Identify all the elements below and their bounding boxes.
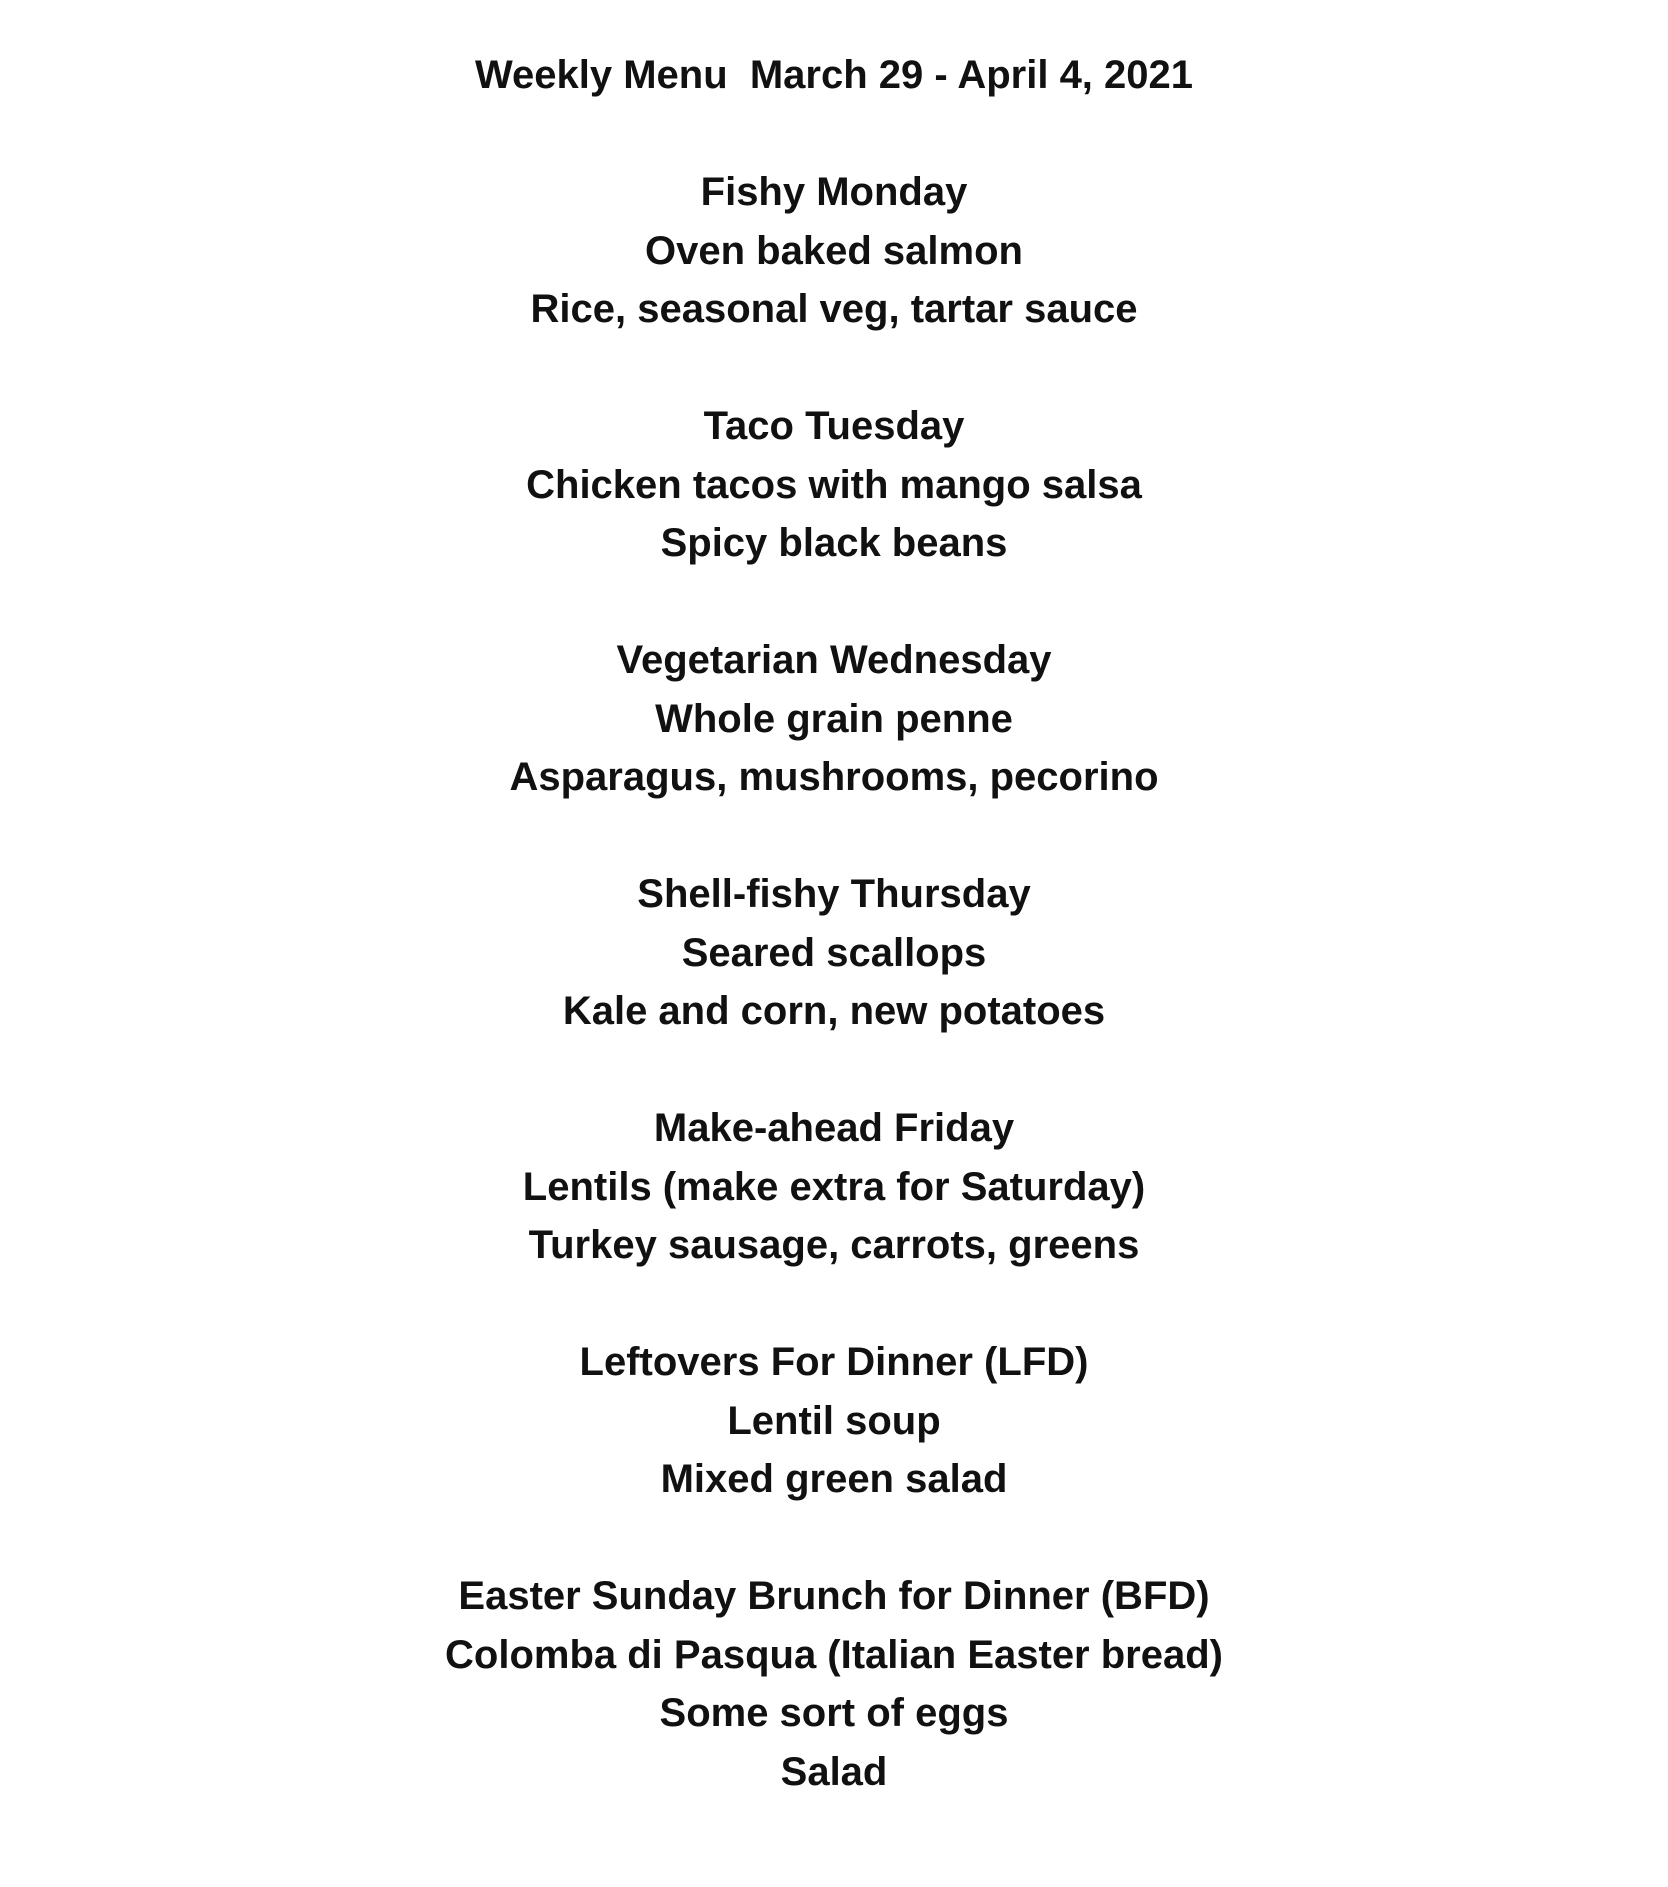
day-section-friday [0,1099,1668,1275]
day-section-tuesday [0,397,1668,573]
day-heading: Leftovers For Dinner (LFD) [579,1340,1089,1384]
menu-item: Spicy black beans [660,521,1008,565]
menu-item: Lentils (make extra for Saturday) [522,1164,1146,1209]
day-heading: Shell-fishy Thursday [637,872,1031,916]
day-heading: Fishy Monday [700,170,968,214]
menu-item: Seared scallops [681,930,987,975]
day-section-sunday [0,1567,1668,1801]
menu-item: Oven baked salmon [645,228,1023,273]
menu-item: Lentil soup [727,1398,941,1443]
day-heading: Taco Tuesday [703,404,965,448]
day-section-thursday [0,865,1668,1041]
day-section-wednesday [0,631,1668,807]
day-heading: Vegetarian Wednesday [616,638,1052,682]
menu-item: Kale and corn, new potatoes [562,989,1106,1033]
menu-item: Mixed green salad [660,1457,1008,1501]
day-section-monday [0,163,1668,339]
day-section-saturday [0,1333,1668,1509]
weekly-menu [0,46,1668,1801]
menu-item: Salad [780,1749,888,1794]
day-heading: Easter Sunday Brunch for Dinner (BFD) [458,1574,1210,1618]
menu-item: Colomba di Pasqua (Italian Easter bread) [445,1632,1223,1677]
day-heading: Make-ahead Friday [653,1106,1015,1150]
menu-title: Weekly Menu March 29 - April 4, 2021 [474,53,1194,97]
menu-item: Rice, seasonal veg, tartar sauce [530,287,1138,331]
menu-item: Turkey sausage, carrots, greens [528,1223,1140,1267]
menu-item: Chicken tacos with mango salsa [526,462,1142,507]
menu-item: Asparagus, mushrooms, pecorino [509,755,1159,799]
menu-item: Some sort of eggs [659,1691,1009,1735]
menu-item: Whole grain penne [655,696,1013,741]
